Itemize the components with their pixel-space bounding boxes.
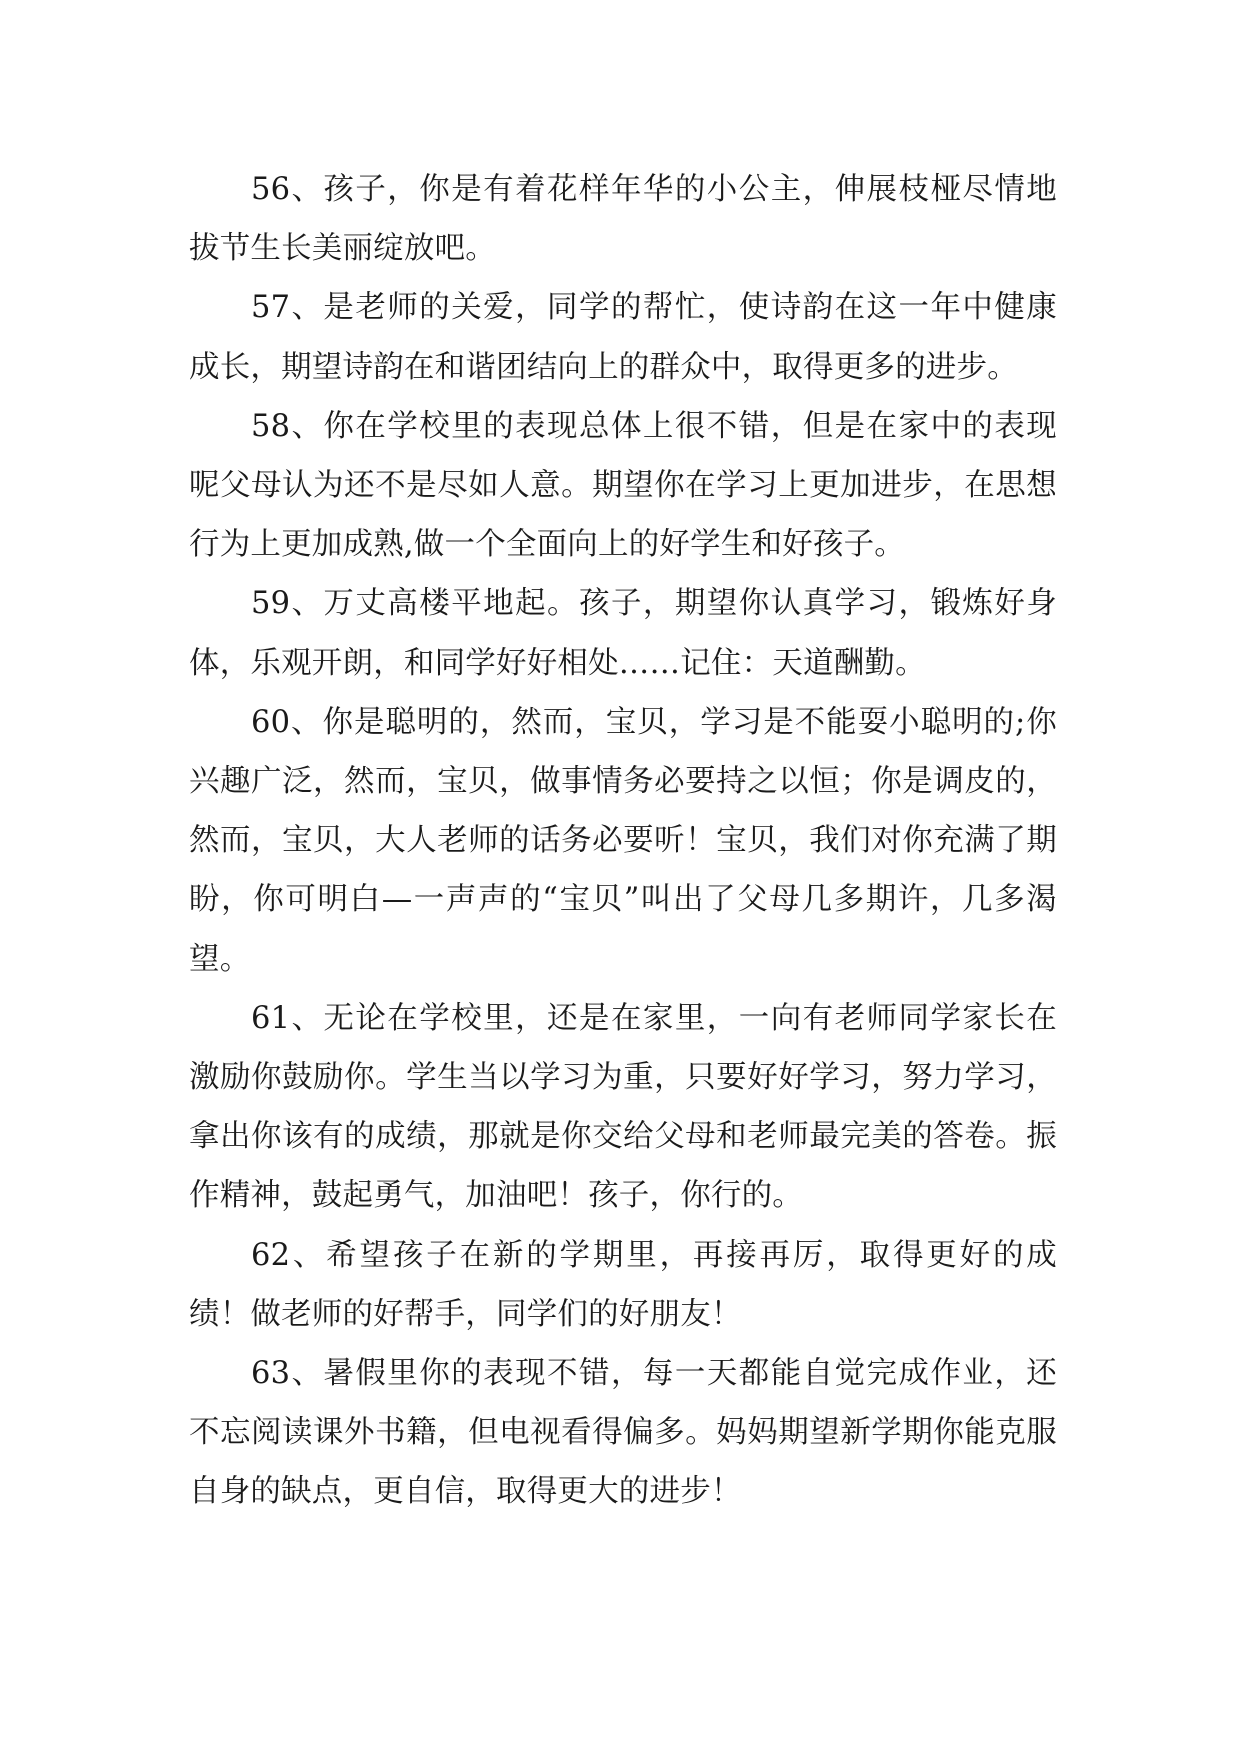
paragraph-59: 59、万丈高楼平地起。孩子，期望你认真学习，锻炼好身体，乐观开朗，和同学好好相处……记住：天道酬勤。 [189,586,1057,681]
paragraph-56: 56、孩子，你是有着花样年华的小公主，伸展枝桠尽情地拔节生长美丽绽放吧。 [189,172,1057,267]
paragraph-58: 58、你在学校里的表现总体上很不错，但是在家中的表现呢父母认为还不是尽如人意。期望你在学习上更加进步，在思想行为上更加成熟,做一个全面向上的好学生和好孩子。 [189,408,1057,563]
paragraph-62: 62、希望孩子在新的学期里，再接再厉，取得更好的成绩！做老师的好帮手，同学们的好朋友！ [189,1237,1057,1332]
paragraph-63: 63、暑假里你的表现不错，每一天都能自觉完成作业，还不忘阅读课外书籍，但电视看得偏多。妈妈期望新学期你能克服自身的缺点，更自信，取得更大的进步！ [189,1356,1057,1510]
document-body [189,160,1057,1522]
paragraph-61: 61、无论在学校里，还是在家里，一向有老师同学家长在激励你鼓励你。学生当以学习为重，只要好好学习，努力学习，拿出你该有的成绩，那就是你交给父母和老师最完美的答卷。振作精神，鼓起勇气，加油吧！孩子，你行的。 [189,1000,1057,1214]
paragraph-57: 57、是老师的关爱，同学的帮忙，使诗韵在这一年中健康成长，期望诗韵在和谐团结向上的群众中，取得更多的进步。 [189,290,1057,385]
paragraph-60: 60、你是聪明的，然而，宝贝，学习是不能耍小聪明的;你兴趣广泛，然而，宝贝，做事情务必要持之以恒；你是调皮的，然而，宝贝，大人老师的话务必要听！宝贝，我们对你充满了期盼，你可明白—一声声的“宝贝”叫出了父母几多期许，几多渴望。 [189,704,1057,977]
